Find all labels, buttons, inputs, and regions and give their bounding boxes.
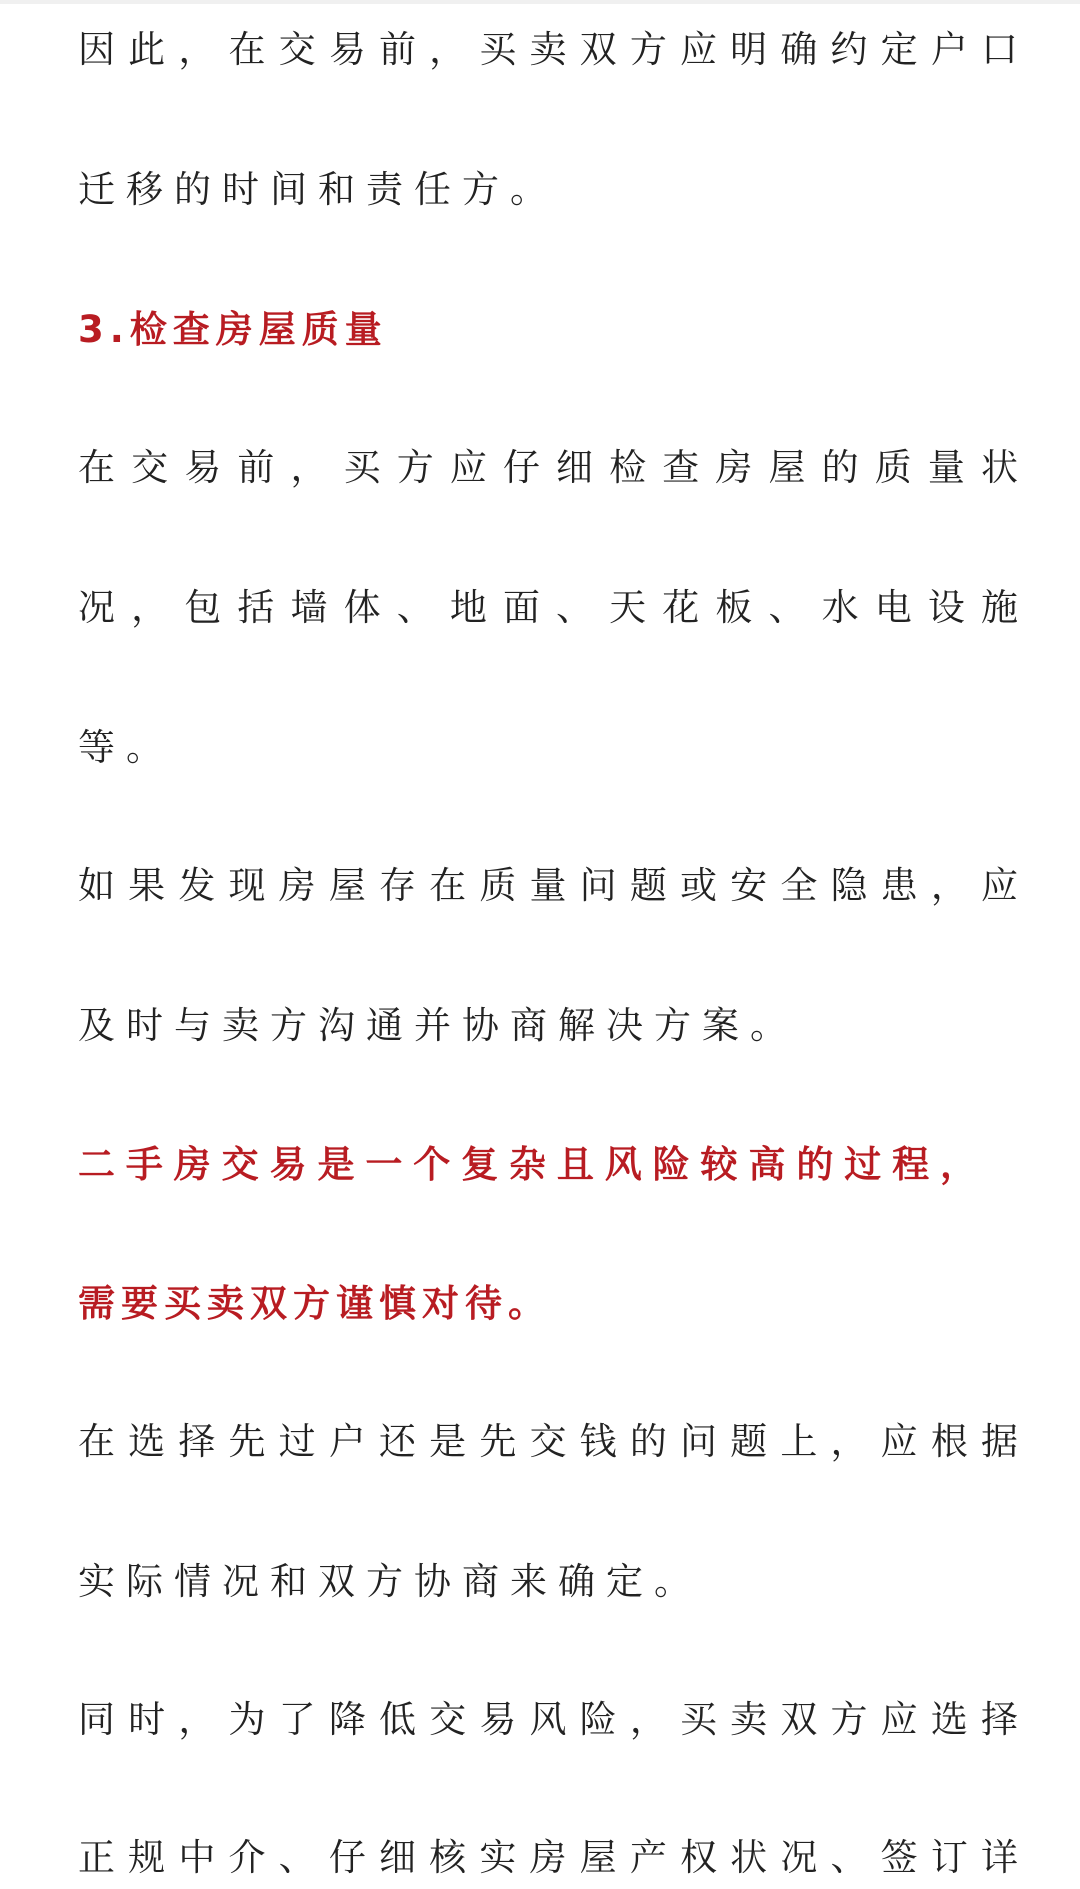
paragraph-line: 等。	[78, 726, 174, 769]
top-divider	[0, 0, 1080, 4]
paragraph-line: 如果发现房屋存在质量问题或安全隐患，应	[78, 864, 1018, 907]
paragraph-line: 正规中介、仔细核实房屋产权状况、签订详	[78, 1836, 1018, 1879]
emphasis-line: 需要买卖双方谨慎对待。	[78, 1282, 551, 1325]
paragraph-line: 况，包括墙体、地面、天花板、水电设施	[78, 586, 1018, 629]
paragraph-line: 在选择先过户还是先交钱的问题上，应根据	[78, 1420, 1018, 1463]
paragraph-line: 迁移的时间和责任方。	[78, 168, 558, 211]
paragraph-line: 及时与卖方沟通并协商解决方案。	[78, 1004, 798, 1047]
emphasis-line: 二手房交易是一个复杂且风险较高的过程，	[78, 1143, 983, 1186]
paragraph-line: 在交易前，买方应仔细检查房屋的质量状	[78, 446, 1018, 489]
paragraph-line: 同时，为了降低交易风险，买卖双方应选择	[78, 1698, 1018, 1741]
section-heading: 3.检查房屋质量	[78, 308, 388, 351]
paragraph-line: 因此，在交易前，买卖双方应明确约定户口	[78, 28, 1018, 71]
paragraph-line: 实际情况和双方协商来确定。	[78, 1560, 702, 1603]
